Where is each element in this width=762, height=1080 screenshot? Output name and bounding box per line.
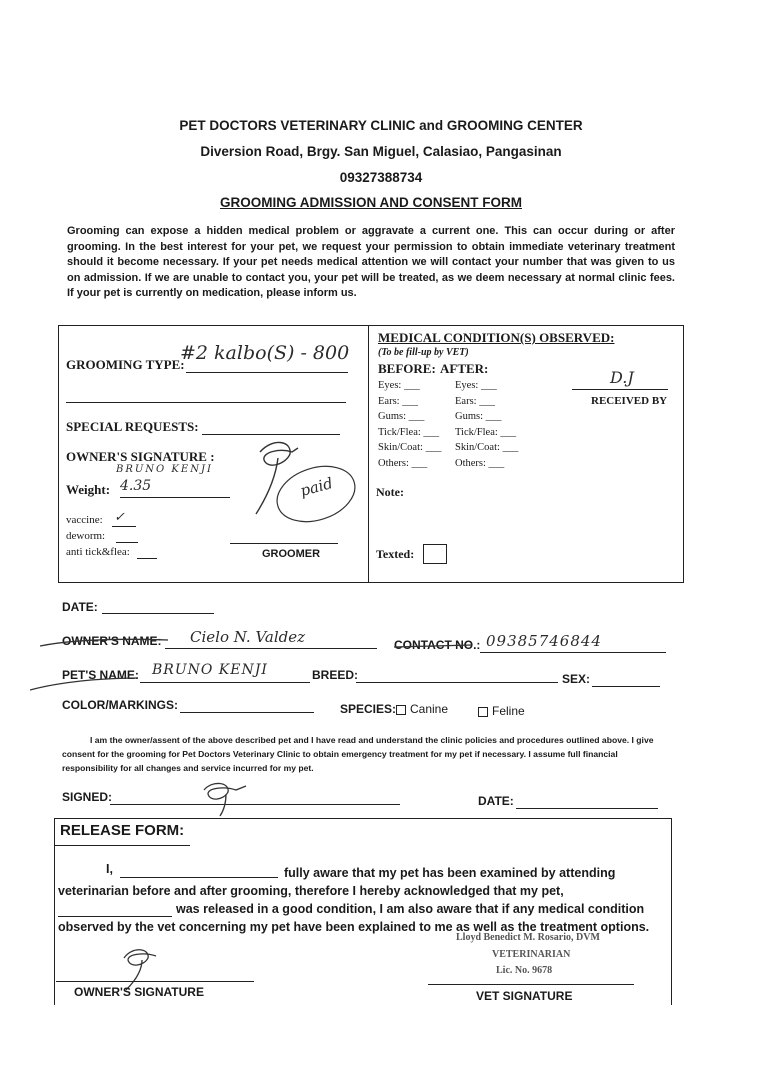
color-line[interactable] bbox=[180, 712, 314, 713]
intro-paragraph: Grooming can expose a hidden medical problem or aggravate a current one. This can occur during or after grooming. In the best interest for your pet, we request your permission to obtain immediate veterinary treatment should it become necessary. If your pet needs medical attention we will contact your number that was given to us on admission. If we are unable to contact you, your pet will be treated, as we deem necessary at normal clinic fees. If your pet is currently on medication, please inform us. bbox=[67, 225, 675, 299]
clinic-name: PET DOCTORS VETERINARY CLINIC and GROOMING CENTER bbox=[179, 118, 583, 133]
contact-label: CONTACT NO.: bbox=[394, 638, 481, 652]
after-skin-coat[interactable]: Skin/Coat: ___ bbox=[455, 442, 519, 453]
after-ears[interactable]: Ears: ___ bbox=[455, 395, 495, 407]
release-owner-sig-label: OWNER'S SIGNATURE bbox=[74, 985, 204, 999]
owner-name-strike bbox=[40, 634, 170, 654]
owner-name-line bbox=[165, 648, 377, 649]
grooming-type-value[interactable]: #2 kalbo(S) - 800 bbox=[180, 342, 350, 364]
release-pet-line[interactable] bbox=[58, 916, 172, 917]
signed-scribble bbox=[196, 778, 266, 818]
sex-label: SEX: bbox=[562, 672, 591, 686]
vaccine-line bbox=[112, 526, 136, 527]
release-owner-line bbox=[56, 981, 254, 982]
pet-name-strike bbox=[30, 668, 140, 698]
vet-stamp-title: VETERINARIAN bbox=[492, 949, 571, 960]
contact-strike bbox=[394, 640, 474, 652]
release-text-1: fully aware that my pet has been examined by attending bbox=[284, 866, 616, 880]
box-divider bbox=[368, 326, 369, 582]
received-initials: D.J bbox=[610, 368, 634, 387]
release-vet-sig-label: VET SIGNATURE bbox=[476, 989, 573, 1003]
canine-checkbox[interactable] bbox=[396, 705, 406, 715]
after-conditions bbox=[455, 378, 518, 471]
before-tick-flea[interactable]: Tick/Flea: ___ bbox=[378, 426, 440, 438]
pet-name-value[interactable]: BRUNO KENJI bbox=[152, 662, 268, 678]
before-conditions bbox=[378, 378, 441, 471]
date-line[interactable] bbox=[102, 613, 214, 614]
clinic-phone: 09327388734 bbox=[339, 170, 423, 185]
pet-name-label: PET'S NAME: bbox=[62, 668, 139, 682]
special-requests-label: SPECIAL REQUESTS: bbox=[66, 419, 199, 434]
before-skin-coat[interactable]: Skin/Coat: ___ bbox=[378, 442, 442, 453]
contact-value[interactable]: 09385746844 bbox=[486, 632, 602, 650]
owner-signature-label: OWNER'S SIGNATURE : bbox=[66, 449, 215, 464]
before-ears[interactable]: Ears: ___ bbox=[378, 395, 418, 407]
anti-tick-line[interactable] bbox=[137, 558, 157, 559]
groomer-line bbox=[230, 543, 338, 544]
after-others[interactable]: Others: ___ bbox=[455, 457, 505, 469]
release-title: RELEASE FORM: bbox=[60, 822, 185, 839]
species-feline[interactable]: Feline bbox=[478, 704, 525, 718]
before-others[interactable]: Others: ___ bbox=[378, 457, 428, 469]
release-vet-line bbox=[428, 984, 634, 985]
weight-line bbox=[120, 497, 230, 498]
after-tick-flea[interactable]: Tick/Flea: ___ bbox=[455, 426, 517, 438]
after-eyes[interactable]: Eyes: ___ bbox=[455, 380, 497, 391]
paid-note: paid bbox=[298, 474, 335, 500]
release-title-underline bbox=[54, 845, 190, 846]
owner-name-value[interactable]: Cielo N. Valdez bbox=[190, 628, 306, 646]
medical-sub: (To be fill-up by VET) bbox=[378, 347, 469, 358]
vaccine-label: vaccine: bbox=[66, 514, 103, 526]
species-label: SPECIES: bbox=[340, 702, 397, 716]
signed-label: SIGNED: bbox=[62, 790, 113, 804]
texted-checkbox[interactable] bbox=[423, 544, 447, 564]
after-gums[interactable]: Gums: ___ bbox=[455, 411, 502, 422]
release-text-2: veterinarian before and after grooming, therefore I hereby acknowledged that my pet, bbox=[58, 884, 564, 898]
vaccine-check[interactable]: ✓ bbox=[114, 510, 125, 525]
medical-title: MEDICAL CONDITION(S) OBSERVED: bbox=[378, 330, 615, 345]
pet-name-line bbox=[140, 682, 310, 683]
note-label: Note: bbox=[376, 485, 404, 499]
before-label: BEFORE: bbox=[378, 361, 436, 376]
release-text-3: was released in a good condition, I am also aware that if any medical condition bbox=[176, 902, 645, 916]
consent-paragraph: I am the owner/assent of the above described pet and I have read and understand the clinic policies and procedures outlined above. I give consent for the grooming for Pet Doctors Veterinary Clinic to obtain emergency treatment for my pet if necessary. I assume full financial responsibility for all changes and service incurred for my pet. bbox=[62, 735, 654, 773]
vet-stamp-name: Lloyd Benedict M. Rosario, DVM bbox=[456, 932, 600, 943]
texted-label: Texted: bbox=[376, 547, 415, 561]
after-label: AFTER: bbox=[440, 361, 489, 376]
weight-label: Weight: bbox=[66, 482, 111, 497]
release-text-4: observed by the vet concerning my pet have been explained to me as well as the treatment options. bbox=[58, 920, 650, 934]
breed-label: BREED: bbox=[312, 668, 359, 682]
signed-date-line[interactable] bbox=[516, 808, 658, 809]
grooming-type-line bbox=[186, 372, 348, 373]
breed-line[interactable] bbox=[356, 682, 558, 683]
release-i-label: I, bbox=[106, 862, 113, 876]
vet-stamp-lic: Lic. No. 9678 bbox=[496, 965, 553, 976]
deworm-line[interactable] bbox=[116, 542, 138, 543]
owner-signature-name: BRUNO KENJI bbox=[116, 464, 213, 475]
contact-line bbox=[480, 652, 666, 653]
species-canine[interactable]: Canine bbox=[396, 702, 448, 716]
deworm-label: deworm: bbox=[66, 530, 106, 542]
weight-value[interactable]: 4.35 bbox=[120, 478, 152, 494]
grooming-type-label: GROOMING TYPE: bbox=[66, 357, 185, 372]
date-label: DATE: bbox=[62, 600, 98, 614]
color-label: COLOR/MARKINGS: bbox=[62, 698, 178, 712]
before-eyes[interactable]: Eyes: ___ bbox=[378, 380, 420, 391]
feline-checkbox[interactable] bbox=[478, 707, 488, 717]
received-by-label: RECEIVED BY bbox=[591, 395, 668, 407]
release-name-line[interactable] bbox=[120, 877, 278, 878]
clinic-address: Diversion Road, Brgy. San Miguel, Calasiao, Pangasinan bbox=[200, 144, 562, 159]
sex-line[interactable] bbox=[592, 686, 660, 687]
grooming-type-line-2 bbox=[66, 402, 346, 403]
anti-tick-label: anti tick&flea: bbox=[66, 546, 130, 558]
groomer-label: GROOMER bbox=[262, 548, 321, 560]
owner-name-label: OWNER'S NAME: bbox=[62, 634, 162, 648]
received-by-line bbox=[572, 389, 668, 390]
signed-date-label: DATE: bbox=[478, 794, 514, 808]
form-title: GROOMING ADMISSION AND CONSENT FORM bbox=[220, 195, 522, 210]
before-gums[interactable]: Gums: ___ bbox=[378, 411, 425, 422]
